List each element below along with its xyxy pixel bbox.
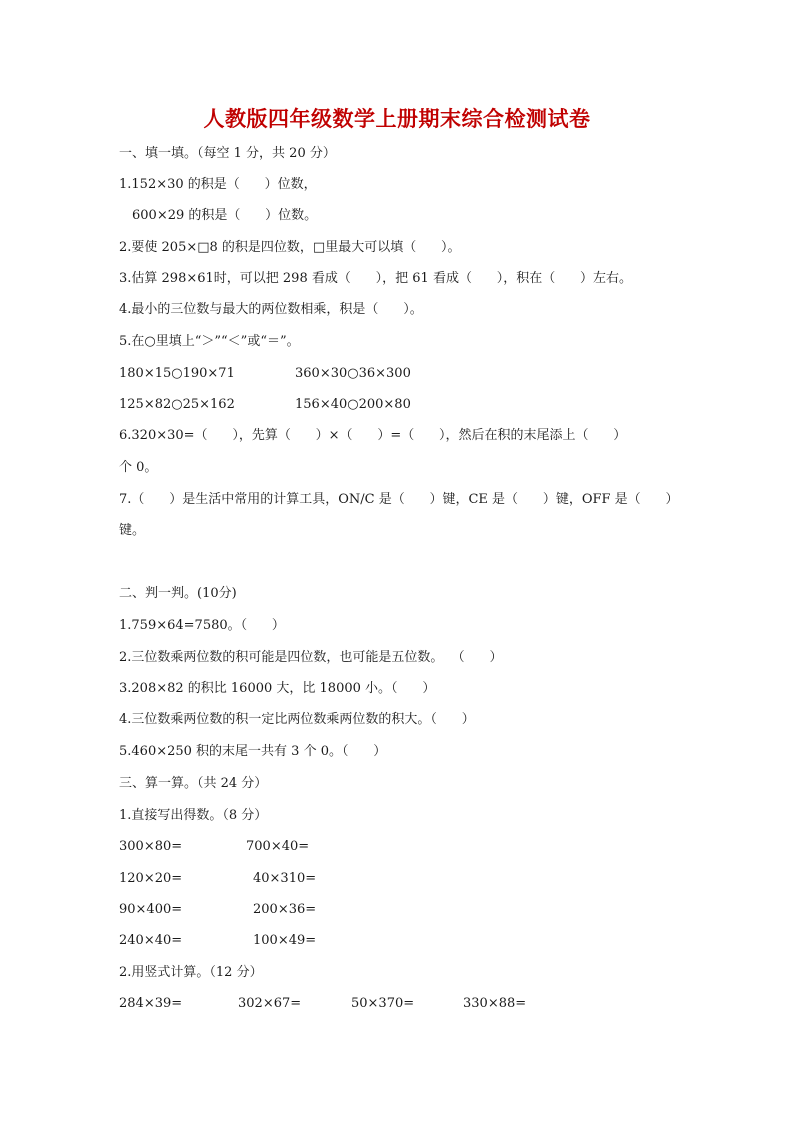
oral-calc-5: 90×400= [119, 902, 183, 917]
judge-item-3: 3.208×82 的积比 16000 大，比 18000 小。（ ） [119, 681, 436, 696]
exam-title: 人教版四年级数学上册期末综合检测试卷 [203, 106, 591, 131]
vertical-calc-4: 330×88= [463, 996, 527, 1011]
compare-item-2: 360×30○36×300 [295, 366, 411, 381]
vertical-calc-2: 302×67= [238, 996, 302, 1011]
compare-item-1: 180×15○190×71 [119, 366, 235, 381]
question-6b: 个 0。 [119, 460, 158, 475]
question-2: 2.要使 205×□8 的积是四位数，□里最大可以填（ ）。 [119, 240, 461, 255]
oral-calc-8: 100×49= [253, 933, 317, 948]
judge-item-5: 5.460×250 积的末尾一共有 3 个 0。（ ） [119, 744, 387, 759]
compare-item-3: 125×82○25×162 [119, 397, 235, 412]
oral-calc-2: 700×40= [246, 839, 310, 854]
oral-calc-4: 40×310= [253, 871, 317, 886]
section-3-sub-1: 1.直接写出得数。（8 分） [119, 808, 268, 823]
oral-calc-7: 240×40= [119, 933, 183, 948]
vertical-calc-3: 50×370= [351, 996, 415, 1011]
question-7b: 键。 [119, 523, 146, 538]
question-1a: 1.152×30 的积是（ ）位数， [119, 177, 317, 192]
question-1b: 600×29 的积是（ ）位数。 [132, 208, 318, 223]
oral-calc-1: 300×80= [119, 839, 183, 854]
section-3-heading: 三、算一算。（共 24 分） [119, 776, 268, 791]
judge-item-2: 2.三位数乘两位数的积可能是四位数，也可能是五位数。 （ ） [119, 650, 503, 665]
question-6a: 6.320×30=（ ），先算（ ）×（ ）=（ ），然后在积的末尾添上（ ） [119, 428, 627, 443]
oral-calc-3: 120×20= [119, 871, 183, 886]
section-1-heading: 一、填一填。（每空 1 分，共 20 分） [119, 146, 336, 161]
section-3-sub-2: 2.用竖式计算。（12 分） [119, 965, 263, 980]
oral-calc-6: 200×36= [253, 902, 317, 917]
compare-item-4: 156×40○200×80 [295, 397, 411, 412]
judge-item-1: 1.759×64=7580。（ ） [119, 618, 285, 633]
vertical-calc-1: 284×39= [119, 996, 183, 1011]
question-7a: 7.（ ）是生活中常用的计算工具，ON/C 是（ ）键，CE 是（ ）键，OFF 是（ ） [119, 492, 679, 507]
question-5: 5.在○里填上“＞”“＜”或“＝”。 [119, 334, 300, 349]
judge-item-4: 4.三位数乘两位数的积一定比两位数乘两位数的积大。（ ） [119, 712, 475, 727]
question-4: 4.最小的三位数与最大的两位数相乘，积是（ ）。 [119, 302, 423, 317]
section-2-heading: 二、判一判。(10分) [119, 586, 237, 601]
question-3: 3.估算 298×61时，可以把 298 看成（ ），把 61 看成（ ），积在（ ）左右。 [119, 271, 633, 286]
